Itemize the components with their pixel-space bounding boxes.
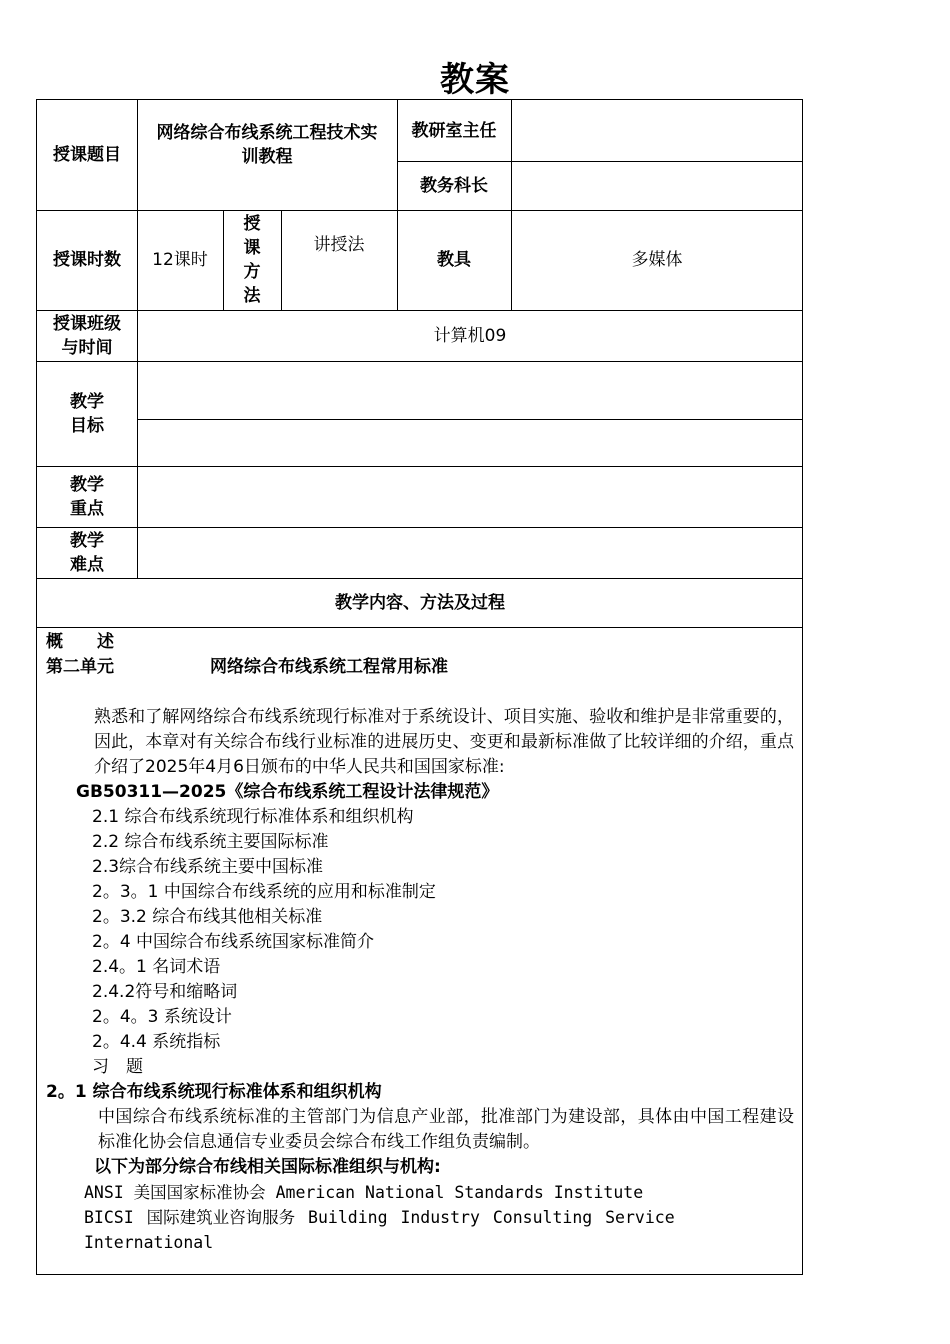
method-label: 授课方法 — [243, 214, 261, 306]
toc-list — [46, 805, 796, 1080]
unit-label: 第二单元 — [46, 657, 114, 677]
orgs-heading: 以下为部分综合布线相关国际标准组织与机构: — [94, 1157, 441, 1177]
grid-line — [37, 361, 803, 362]
toc-item: 2。4。3 系统设计 — [92, 1007, 232, 1027]
goal-label: 教学目标 — [70, 391, 104, 436]
standard-title: GB50311—2025《综合布线系统工程设计法律规范》 — [76, 782, 499, 802]
toc-item: 2.4。1 名词术语 — [92, 957, 221, 977]
toc-item: 2。4 中国综合布线系统国家标准简介 — [92, 932, 375, 952]
class-value: 计算机09 — [433, 325, 507, 346]
toc-item: 2。3。1 中国综合布线系统的应用和标准制定 — [92, 882, 436, 902]
section-paragraph: 中国综合布线系统标准的主管部门为信息产业部，批准部门为建设部，具体由中国工程建设标准化协会信息通信专业委员会综合布线工作组负责编制。 — [98, 1107, 794, 1152]
section-heading: 2。1 综合布线系统现行标准体系和组织机构 — [46, 1082, 382, 1102]
grid-line — [137, 419, 803, 420]
unit-heading — [46, 655, 796, 680]
grid-line — [37, 527, 803, 528]
director-label: 教研室主任 — [411, 120, 497, 141]
org-bicsi: BICSI 国际建筑业咨询服务 Building Industry Consulting Service — [84, 1208, 675, 1227]
toc-item: 2.3综合布线系统主要中国标准 — [92, 857, 324, 877]
dean-value — [511, 161, 803, 210]
class-label: 授课班级与时间 — [53, 313, 121, 358]
method-value: 讲授法 — [313, 235, 365, 255]
director-value — [511, 100, 803, 161]
org-ansi: ANSI 美国国家标准协会 American National Standards Institute — [84, 1183, 644, 1202]
org-bicsi-cont: International — [84, 1233, 214, 1252]
difficulty-label: 教学难点 — [70, 530, 104, 575]
section-title: 教学内容、方法及过程 — [335, 592, 505, 613]
toc-item: 习 题 — [92, 1057, 143, 1077]
lesson-content — [46, 630, 796, 1255]
toc-item: 2。4.4 系统指标 — [92, 1032, 221, 1052]
toc-item: 2。3.2 综合布线其他相关标准 — [92, 907, 323, 927]
toc-item: 2.4.2符号和缩略词 — [92, 982, 238, 1002]
unit-title: 网络综合布线系统工程常用标准 — [210, 657, 448, 677]
toc-item: 2.1 综合布线系统现行标准体系和组织机构 — [92, 807, 414, 827]
topic-value: 网络综合布线系统工程技术实训教程 — [156, 123, 378, 167]
grid-line — [223, 210, 224, 310]
grid-line — [37, 627, 803, 628]
intro-paragraph: 熟悉和了解网络综合布线系统现行标准对于系统设计、项目实施、验收和维护是非常重要的，因此，本章对有关综合布线行业标准的进展历史、变更和最新标准做了比较详细的介绍，重点介绍了2025年4月6日颁布的中华人民共和国国家标准: — [94, 707, 794, 777]
toc-item: 2.2 综合布线系统主要国际标准 — [92, 832, 329, 852]
page-title: 教案 — [440, 60, 510, 100]
hours-label: 授课时数 — [53, 250, 121, 270]
overview-heading: 概 述 — [46, 632, 114, 652]
tools-value: 多媒体 — [631, 250, 683, 270]
grid-line — [37, 466, 803, 467]
hours-value: 12课时 — [152, 250, 208, 270]
topic-label: 授课题目 — [53, 145, 121, 165]
tools-label: 教具 — [437, 250, 471, 270]
key-label: 教学重点 — [70, 474, 104, 519]
dean-label: 教务科长 — [420, 175, 488, 196]
